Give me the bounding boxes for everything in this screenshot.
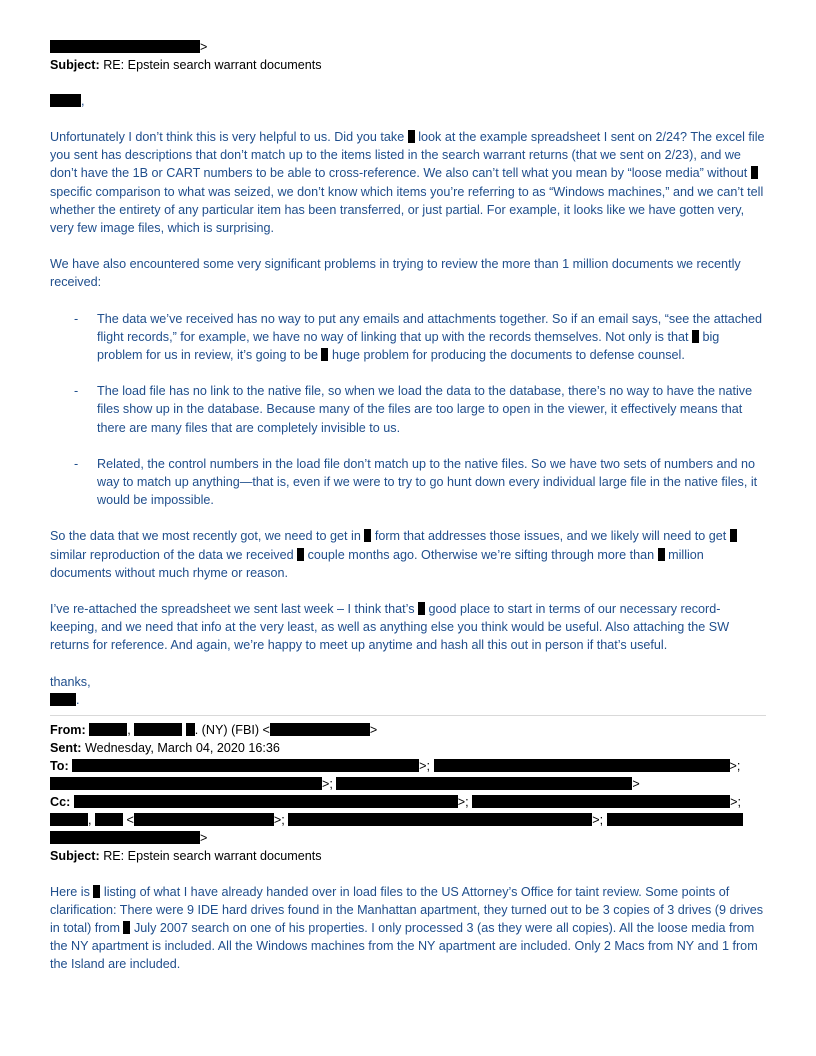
redaction-bar xyxy=(751,166,758,179)
text-segment: , xyxy=(127,722,135,737)
paragraph-1 xyxy=(50,128,766,237)
email-document xyxy=(50,38,766,974)
redaction-bar xyxy=(658,548,665,561)
redaction-bar xyxy=(134,723,182,736)
text-segment: July 2007 search on one of his properties. I only processed 3 (as they were all copies). All the loose media from the NY apartment is included. All the Windows machines from the NY apartment are included. Only 2 Macs from NY and 1 from the Island are included. xyxy=(50,921,758,972)
text-segment: Wednesday, March 04, 2020 16:36 xyxy=(84,740,280,755)
redaction-bar xyxy=(50,831,200,844)
text-segment: The data we’ve received has no way to put any emails and attachments together. So if an email says, “see the attached flight records,” for example, we have no way of linking that up with the records themselves. Not only is that xyxy=(97,311,763,344)
cc-line xyxy=(50,793,766,811)
greeting xyxy=(50,92,766,110)
redaction-bar xyxy=(336,777,632,790)
text-segment: . (NY) (FBI) < xyxy=(194,722,270,737)
redaction-bar xyxy=(408,130,415,143)
original-subject-line xyxy=(50,847,766,865)
text-segment: million documents without much rhyme or reason. xyxy=(50,547,704,580)
subject-line xyxy=(50,56,766,74)
text-segment: huge problem for producing the documents to defense counsel. xyxy=(328,348,685,363)
paragraph-4 xyxy=(50,600,766,655)
text-segment: > xyxy=(632,776,640,791)
redaction-bar xyxy=(50,94,81,107)
subject-label: Subject: xyxy=(50,58,100,72)
to-line xyxy=(50,757,766,775)
redaction-bar xyxy=(288,813,592,826)
redaction-bar xyxy=(418,602,425,615)
text-segment: Unfortunately I don’t think this is very helpful to us. Did you take xyxy=(50,130,408,144)
from-line xyxy=(50,721,766,739)
text-segment: form that addresses those issues, and we likely will need to get xyxy=(371,529,730,544)
text-segment: The load file has no link to the native file, so when we load the data to the database, there’s no way to have the native files show up in the database. Because many of the files are too large to open in the viewer, it effectively means that there are many files that are completely invisible to us. xyxy=(97,384,753,435)
bullet-item-1 xyxy=(50,310,766,365)
text-segment: > xyxy=(369,722,378,737)
signoff: thanks, xyxy=(50,674,91,689)
text-segment: Here is xyxy=(50,884,94,899)
text-segment: To: xyxy=(50,758,69,773)
text-segment: - xyxy=(74,311,79,326)
text-segment: similar reproduction of the data we received xyxy=(50,547,298,562)
text-segment: - xyxy=(74,456,79,471)
text-segment: So the data that we most recently got, we need to get in xyxy=(50,529,365,544)
redaction-bar xyxy=(434,759,730,772)
text-segment: >; xyxy=(419,758,431,773)
sent-line xyxy=(50,739,766,757)
text-segment: >; xyxy=(457,794,469,809)
text-segment: specific comparison to what was seized, we don’t know which items you’re referring to as “Windows machines,” and we can’t tell whether the entirety of any particular item has been transferred, or just partial. For example, it looks like we have gotten very, very few image files, which is surprising. xyxy=(50,184,764,236)
redaction-bar xyxy=(50,777,322,790)
text-segment: >; xyxy=(729,758,741,773)
subject-text: RE: Epstein search warrant documents xyxy=(103,58,322,72)
paragraph-3 xyxy=(50,527,766,582)
redaction-bar xyxy=(74,795,458,808)
redaction-bar xyxy=(134,813,274,826)
text-segment: Related, the control numbers in the load file don’t match up to the native files. So we have two sets of numbers and no way to match up anything—that is, even if we were to try to go hunt down every individual large file in the native files, it would be impossible. xyxy=(97,456,758,508)
original-body xyxy=(50,883,766,974)
redaction-bar xyxy=(50,693,76,706)
redaction-bar xyxy=(95,813,123,826)
text-segment: couple months ago. Otherwise we’re sifting through more than xyxy=(304,547,658,562)
redaction-bar xyxy=(472,795,730,808)
text-segment: >; xyxy=(730,794,742,809)
text-segment: >; xyxy=(592,812,604,827)
text-segment: I’ve re-attached the spreadsheet we sent last week – I think that’s xyxy=(50,602,418,617)
redaction-bar xyxy=(607,813,743,826)
to-line-continued xyxy=(50,775,766,793)
bullet-item-3 xyxy=(50,455,766,510)
recipient-line xyxy=(50,38,766,56)
redaction-bar xyxy=(270,723,370,736)
text-segment: From: xyxy=(50,722,86,737)
redaction-bar xyxy=(89,723,127,736)
text-segment: look at the example spreadsheet I sent on 2/24? The excel file you sent has descriptions that don’t match up to the items listed in the search warrant returns (that we sent on 2/23), and we don’t have the 1B or CART numbers to be able to cross-reference. We also can’t tell what you mean by “loose media” without xyxy=(50,130,765,181)
redaction-bar xyxy=(730,529,737,542)
cc-line-end xyxy=(50,829,766,847)
text-segment: > xyxy=(200,830,208,845)
redaction-bar xyxy=(72,759,419,772)
text-segment: Cc: xyxy=(50,794,71,809)
cc-line-continued xyxy=(50,811,766,829)
text-segment: . xyxy=(76,692,80,707)
bullet-item-2 xyxy=(50,382,766,437)
text-segment: good place to start in terms of our necessary record-keeping, and we need that info at the very least, as well as anything else you think would be useful. Also attaching the SW returns for reference. And again, we’re happy to meet up anytime and hash all this out in person if that’s useful. xyxy=(50,602,730,653)
text-segment: listing of what I have already handed over in load files to the US Attorney’s Office for taint review. Some points of clarification: There were 9 IDE hard drives found in the Manhattan apartment, they turned out to be 3 copies of 3 drives (9 drives in total) from xyxy=(50,884,764,936)
text-segment: Sent: xyxy=(50,740,82,755)
signature xyxy=(50,691,766,709)
text-segment: , xyxy=(88,812,92,827)
text-segment: >; xyxy=(322,776,333,791)
text-segment: RE: Epstein search warrant documents xyxy=(103,848,322,863)
redaction-bar xyxy=(50,40,200,53)
divider xyxy=(50,715,766,716)
paragraph-2: We have also encountered some very significant problems in trying to review the more than 1 million documents we recently received: xyxy=(50,257,741,290)
redaction-bar xyxy=(186,723,195,736)
text-segment: - xyxy=(74,384,79,399)
text-segment: Subject: xyxy=(50,848,100,863)
text-segment: < xyxy=(126,812,134,827)
redaction-bar xyxy=(692,330,699,343)
text-segment: > xyxy=(200,40,208,54)
text-segment: >; xyxy=(273,812,285,827)
text-segment: big problem for us in review, it’s going to be xyxy=(97,329,720,363)
redaction-bar xyxy=(50,813,88,826)
text-segment: , xyxy=(81,94,85,108)
